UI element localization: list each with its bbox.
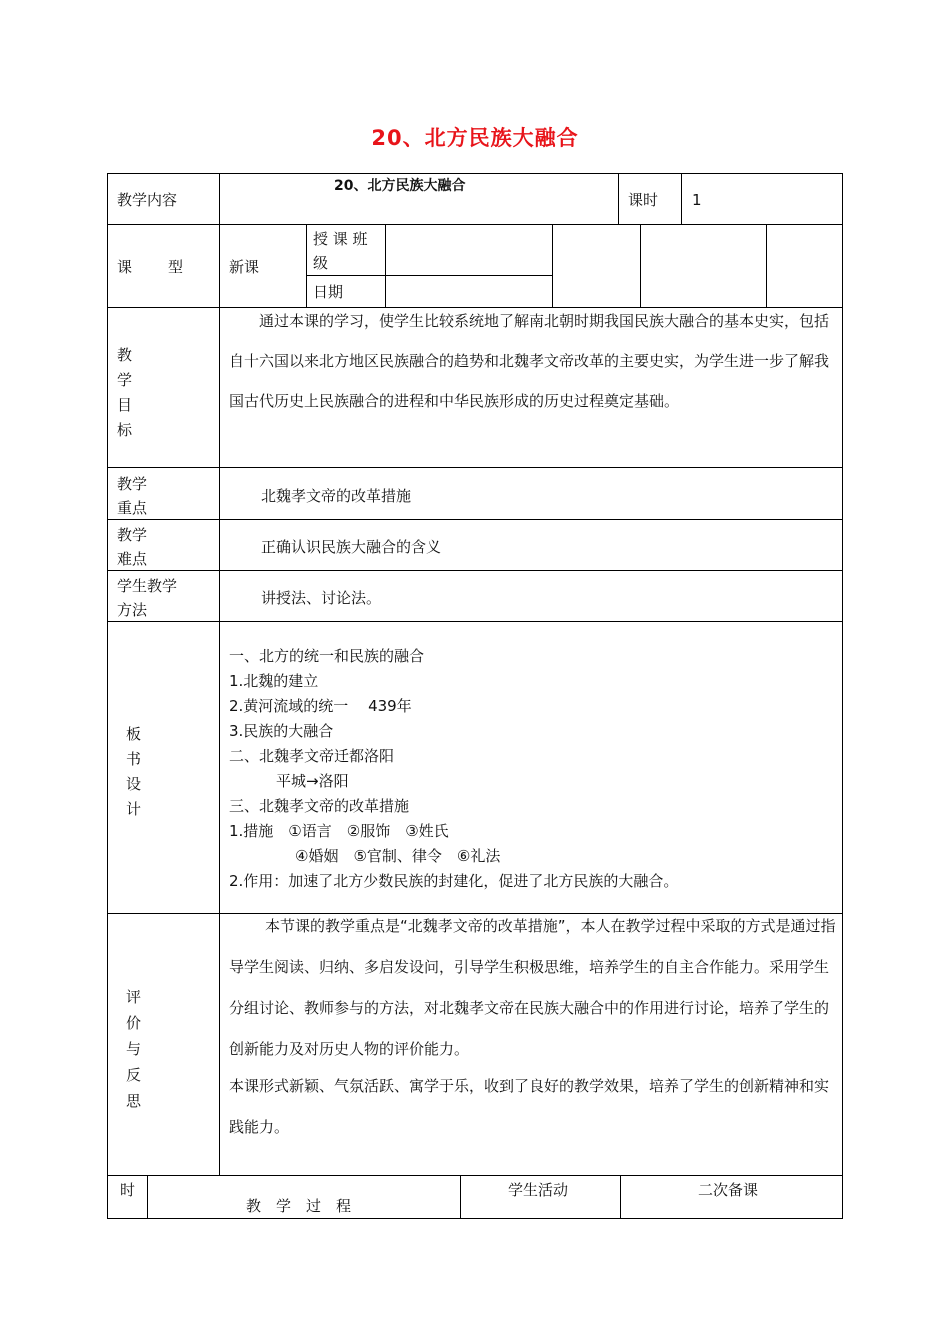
process-label: 教 学 过 程 (246, 1197, 352, 1215)
type-value: 新课 (229, 258, 260, 276)
difficulties-text: 正确认识民族大融合的含义 (261, 538, 442, 556)
difficulties-label-line1: 教学 (117, 526, 148, 544)
objectives-label: 教 学 目 标 (117, 346, 133, 439)
objectives-text: 通过本课的学习，使学生比较系统地了解南北朝时期我国民族大融合的基本史实，包括自十六国以来北方地区民族融合的趋势和北魏孝文帝改革的主要史实，为学生进一步了解我国古代历史上民族融合的进程和中华民族形成的历史过程奠定基础。 (229, 312, 830, 410)
board-line: 2.黄河流域的统一 439年 (229, 697, 412, 715)
page-title: 20、北方民族大融合 (371, 126, 579, 150)
difficulties-label-line2: 难点 (117, 550, 148, 568)
board-line: 一、北方的统一和民族的融合 (229, 647, 425, 665)
class-label-line1: 授 课 班 (313, 230, 368, 248)
period-label: 课时 (628, 191, 659, 209)
key-points-label-line1: 教学 (117, 475, 148, 493)
type-label-char-2: 型 (168, 258, 184, 276)
board-line: ④婚姻 ⑤官制、律令 ⑥礼法 (295, 847, 501, 865)
board-line: 三、北魏孝文帝的改革措施 (229, 797, 410, 815)
content-label: 教学内容 (117, 191, 178, 209)
board-line: 2.作用：加速了北方少数民族的封建化，促进了北方民族的大融合。 (229, 872, 679, 890)
content-value: 20、北方民族大融合 (334, 178, 466, 194)
period-value: 1 (692, 191, 702, 209)
key-points-label-line2: 重点 (117, 499, 148, 517)
type-label-char-1: 课 (117, 258, 133, 276)
second-prep-label: 二次备课 (698, 1181, 759, 1199)
class-label-line2: 级 (313, 254, 329, 272)
date-label: 日期 (313, 283, 344, 301)
board-line: 二、北魏孝文帝迁都洛阳 (229, 747, 395, 765)
board-line: 1.北魏的建立 (229, 672, 319, 690)
methods-label-line2: 方法 (117, 601, 148, 619)
methods-text: 讲授法、讨论法。 (261, 589, 382, 607)
board-line: 平城→洛阳 (276, 772, 349, 790)
reflection-paragraph-2: 本课形式新颖、气氛活跃、寓学于乐，收到了良好的教学效果，培养了学生的创新精神和实践能力。 (229, 1077, 830, 1136)
board-line: 1.措施 ①语言 ②服饰 ③姓氏 (229, 822, 449, 840)
board-label: 板 书 设 计 (126, 725, 142, 818)
key-points-text: 北魏孝文帝的改革措施 (261, 487, 412, 505)
reflection-paragraph-1: 本节课的教学重点是“北魏孝文帝的改革措施”，本人在教学过程中采取的方式是通过指导学生阅读、归纳、多启发设问，引导学生积极思维，培养学生的自主合作能力。采用学生分组讨论、教师参与的方法，对北魏孝文帝在民族大融合中的作用进行讨论，培养了学生的创新能力及对历史人物的评价能力。 (229, 917, 836, 1058)
reflection-label: 评 价 与 反 思 (126, 988, 142, 1110)
methods-label-line1: 学生教学 (117, 577, 178, 595)
time-label: 时 (120, 1181, 136, 1199)
board-line: 3.民族的大融合 (229, 722, 334, 740)
student-activity-label: 学生活动 (508, 1181, 569, 1199)
